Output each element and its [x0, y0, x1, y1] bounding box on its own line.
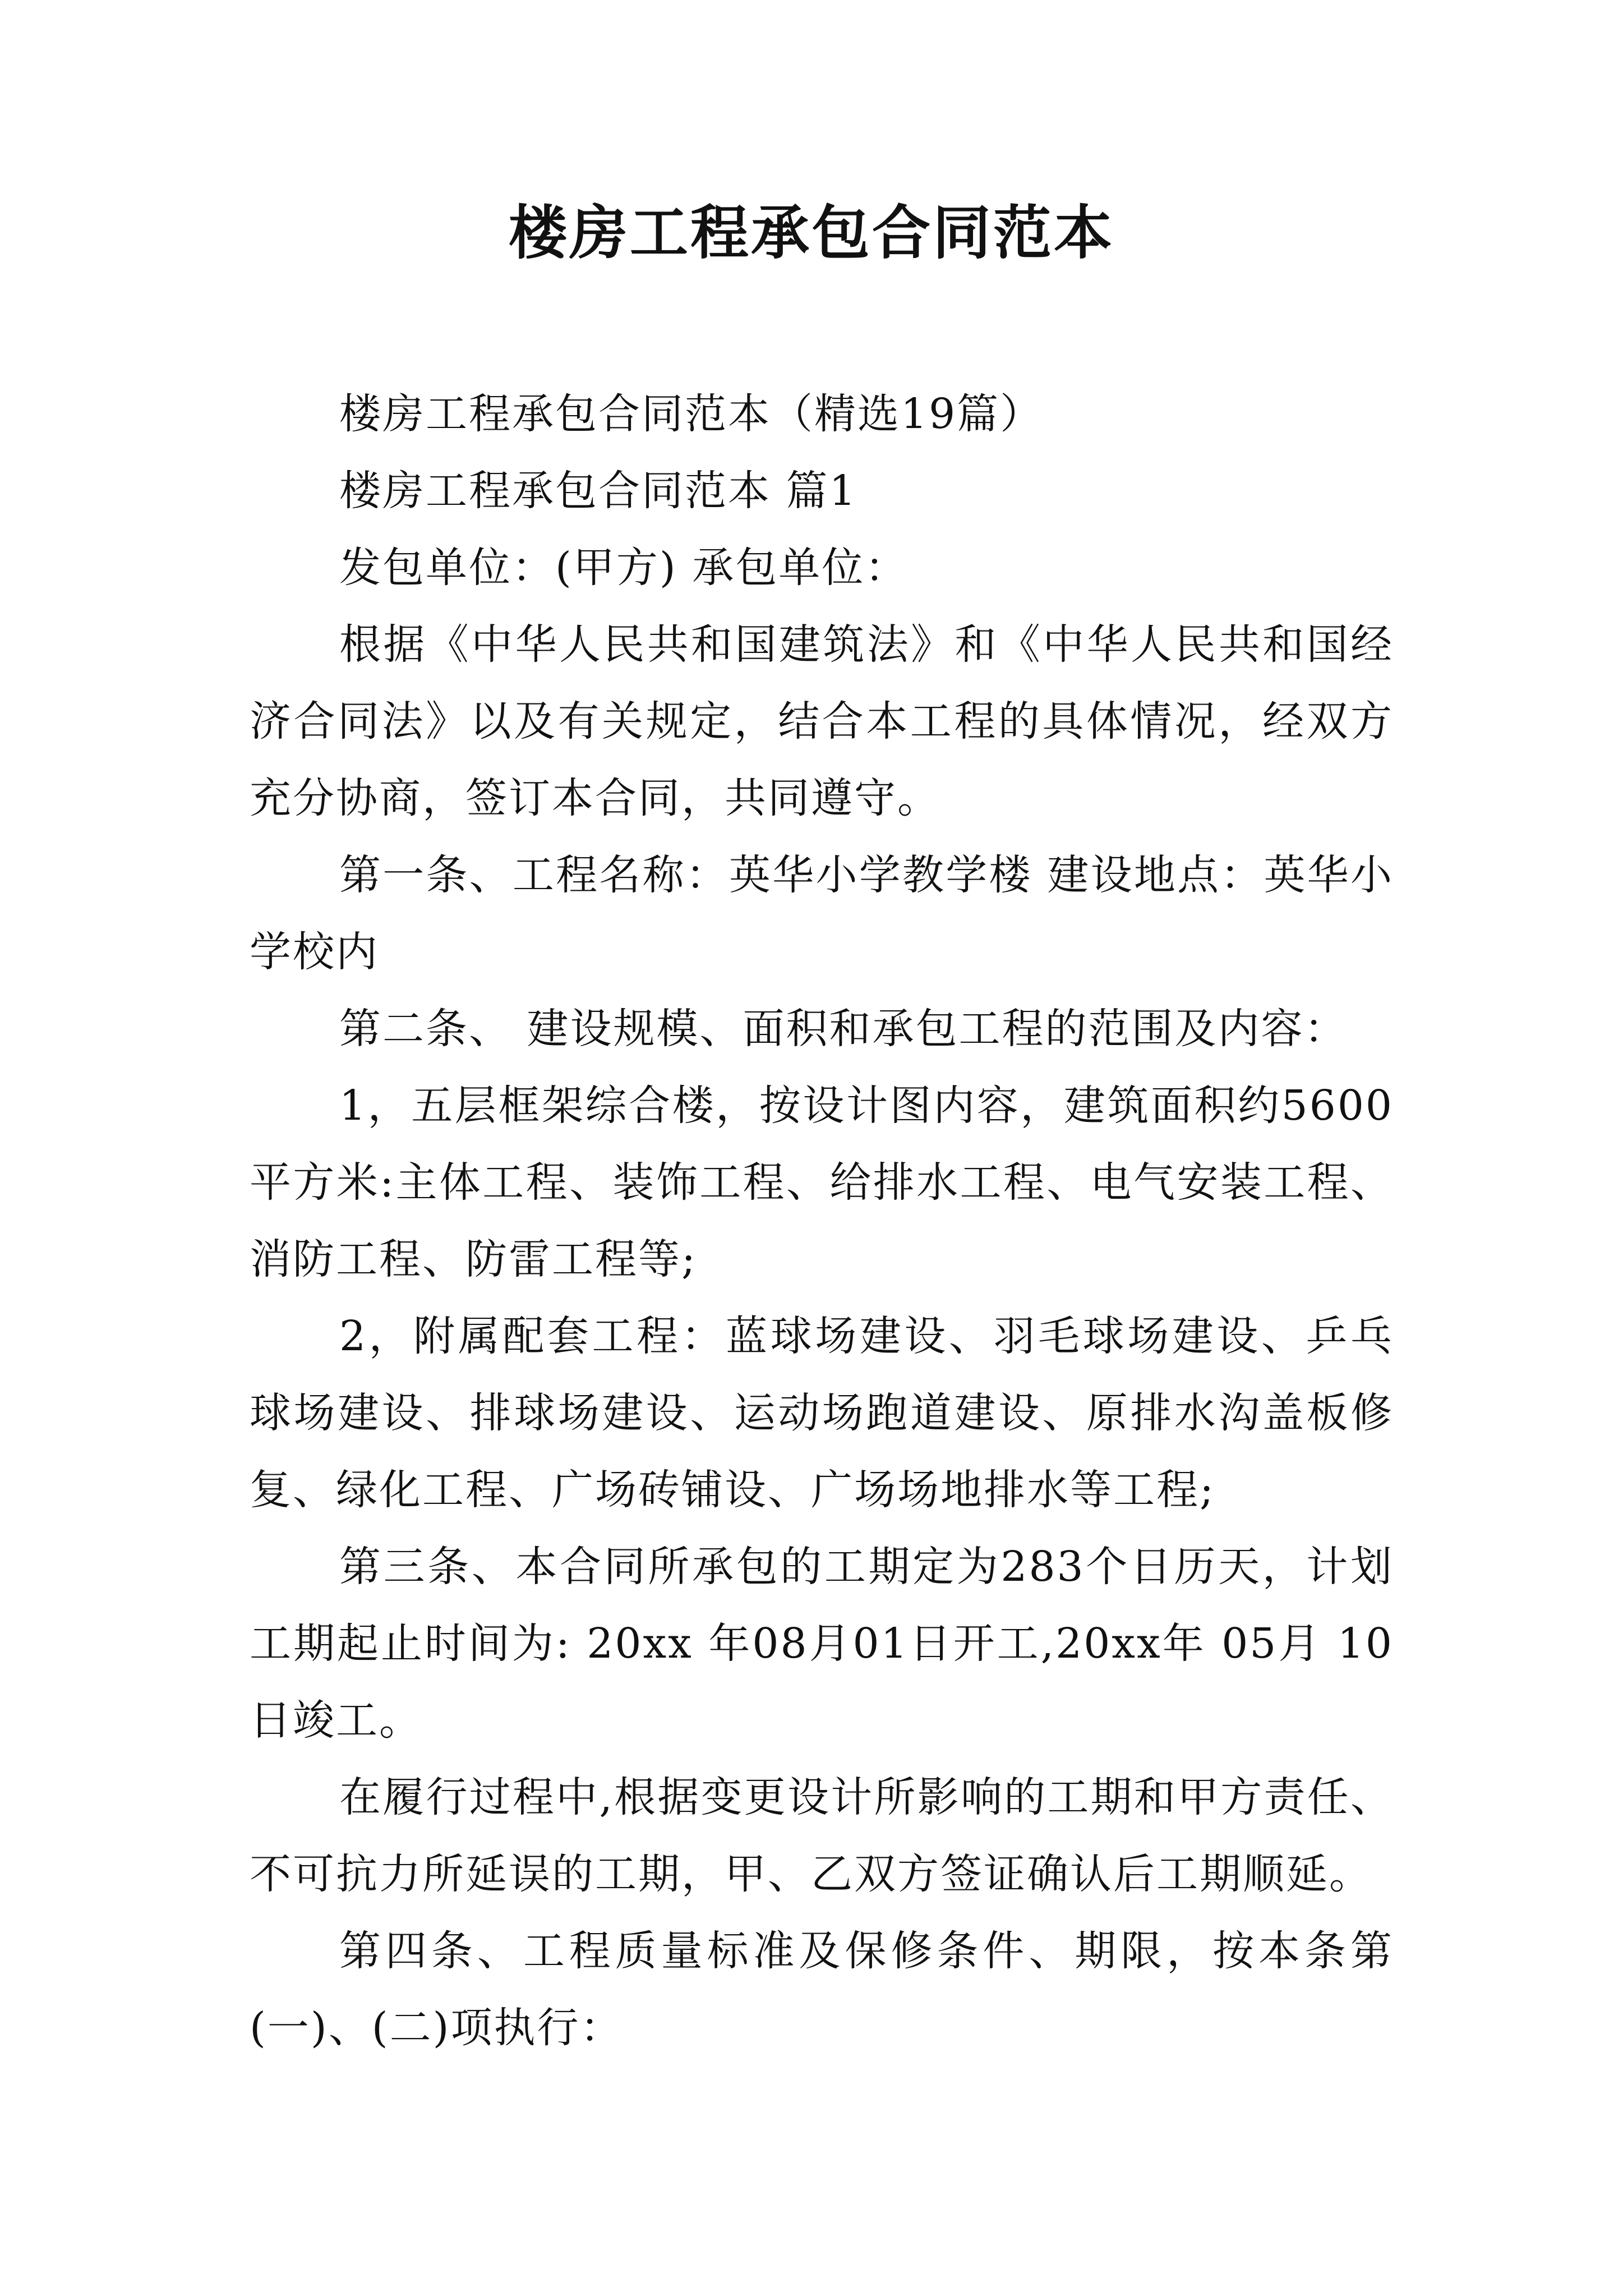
paragraph-delay-clause: 在履行过程中,根据变更设计所影响的工期和甲方责任、不可抗力所延误的工期，甲、乙双方签证确认后工期顺延。 — [250, 1773, 1394, 1898]
paragraph-section-heading: 楼房工程承包合同范本 篇1 — [339, 467, 857, 515]
paragraph-article-2: 第二条、 建设规模、面积和承包工程的范围及内容： — [339, 1005, 1348, 1053]
paragraph-article-3: 第三条、本合同所承包的工期定为283个日历天，计划工期起止时间为: 20xx 年08月01日开工,20xx年 05月 10日竣工。 — [250, 1543, 1394, 1745]
document-title: 楼房工程承包合同范本 — [508, 198, 1114, 267]
paragraph-item-1: 1，五层框架综合楼，按设计图内容，建筑面积约5600平方米:主体工程、装饰工程、给排水工程、电气安装工程、消防工程、防雷工程等; — [250, 1082, 1394, 1283]
paragraph-article-4: 第四条、工程质量标准及保修条件、期限，按本条第(一)、(二)项执行： — [250, 1927, 1394, 2052]
paragraph-preamble: 根据《中华人民共和国建筑法》和《中华人民共和国经济合同法》以及有关规定，结合本工程的具体情况，经双方充分协商，签订本合同，共同遵守。 — [250, 620, 1394, 822]
paragraph-parties: 发包单位：(甲方) 承包单位： — [339, 544, 909, 592]
paragraph-item-2: 2，附属配套工程：蓝球场建设、羽毛球场建设、乒乓球场建设、排球场建设、运动场跑道建设、原排水沟盖板修复、绿化工程、广场砖铺设、广场场地排水等工程; — [250, 1312, 1394, 1514]
document-body — [250, 376, 1394, 2067]
paragraph-subtitle: 楼房工程承包合同范本（精选19篇） — [339, 390, 1044, 438]
paragraph-article-1: 第一条、工程名称：英华小学教学楼 建设地点：英华小学校内 — [250, 851, 1394, 976]
